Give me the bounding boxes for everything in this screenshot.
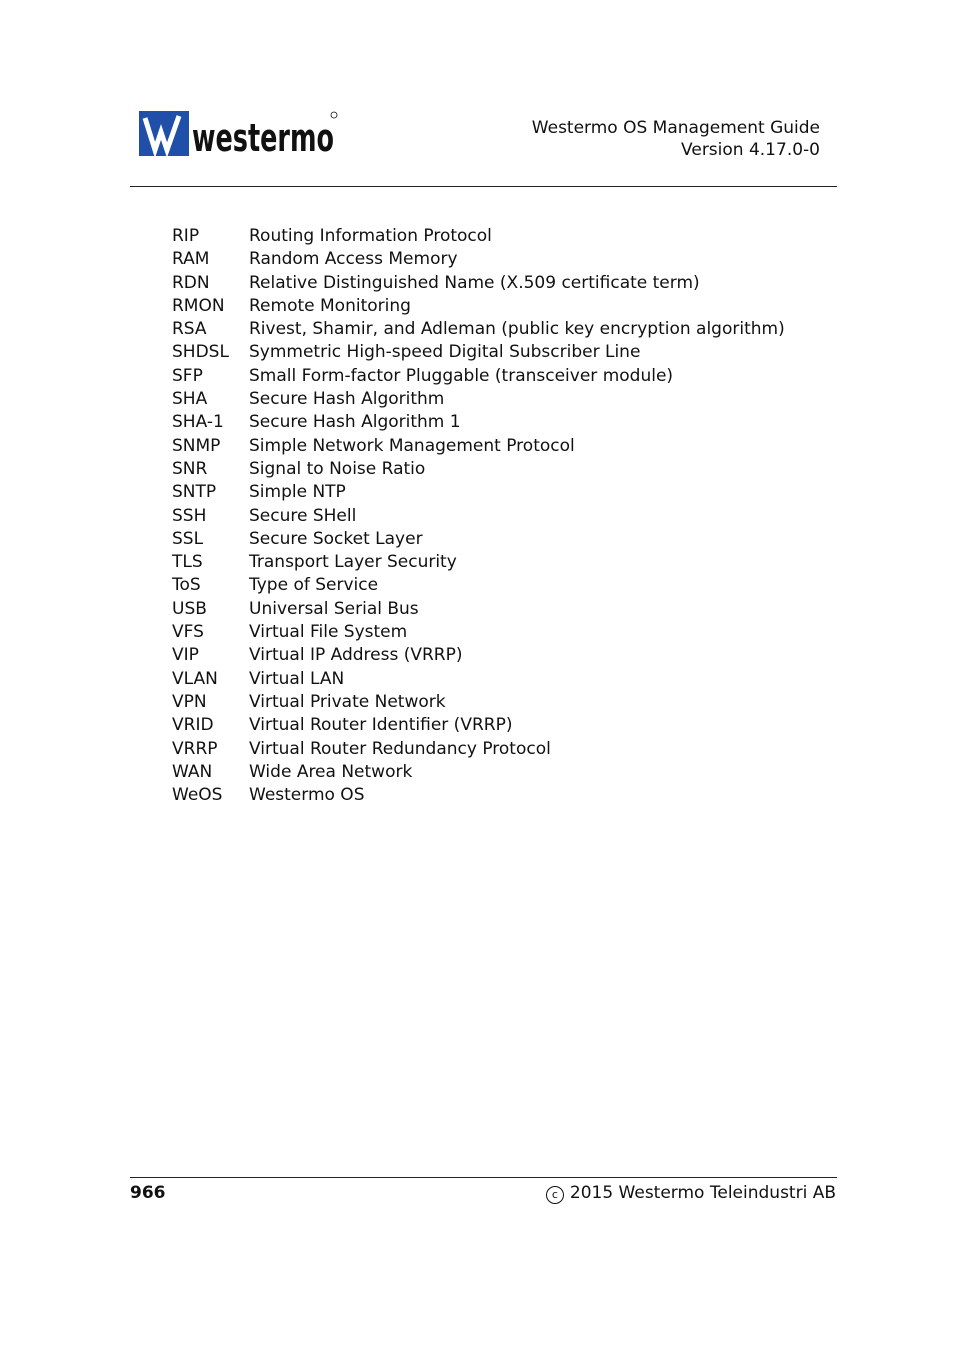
glossary-abbreviation: SNMP [172,435,221,456]
glossary-definition: Simple Network Management Protocol [249,435,575,456]
glossary-row [172,435,832,458]
document-title: Westermo OS Management Guide [531,118,820,138]
glossary-row [172,644,832,667]
glossary-definition: Transport Layer Security [249,552,457,573]
glossary-row [172,481,832,504]
glossary-row [172,574,832,597]
glossary-definition: Virtual Router Identifier (VRRP) [249,715,513,736]
copyright-notice [546,1182,836,1204]
glossary-definition: Rivest, Shamir, and Adleman (public key encryption algorithm) [249,319,785,340]
glossary-definition: Secure Hash Algorithm [249,389,445,410]
glossary-row [172,365,832,388]
glossary-row [172,248,832,271]
logo-wordmark: westermo [192,116,334,160]
glossary-definition: Secure Socket Layer [249,528,423,549]
copyright-text: 2015 Westermo Teleindustri AB [569,1183,836,1203]
glossary-definition: Westermo OS [249,785,365,806]
glossary-definition: Simple NTP [249,482,346,503]
glossary-row [172,272,832,295]
glossary-abbreviation: VLAN [172,668,218,689]
glossary-abbreviation: WeOS [172,785,223,806]
glossary-row [172,225,832,248]
glossary-row [172,784,832,807]
glossary-abbreviation: RSA [172,319,207,340]
glossary-definition: Virtual File System [249,622,408,643]
glossary-definition: Secure SHell [249,505,357,526]
glossary-definition: Small Form-factor Pluggable (transceiver module) [249,365,674,386]
header-divider [130,186,837,187]
glossary-abbreviation: SNR [172,458,208,479]
glossary-row [172,318,832,341]
glossary-definition: Relative Distinguished Name (X.509 certificate term) [249,272,700,293]
glossary-definition: Remote Monitoring [249,295,411,316]
glossary-abbreviation: RAM [172,249,210,270]
glossary-row [172,738,832,761]
glossary-definition: Wide Area Network [249,761,413,782]
glossary-row [172,668,832,691]
glossary-definition: Random Access Memory [249,249,458,270]
glossary-abbreviation: VRRP [172,738,218,759]
glossary-definition: Symmetric High-speed Digital Subscriber Line [249,342,641,363]
glossary-row [172,411,832,434]
glossary-row [172,598,832,621]
glossary-row [172,761,832,784]
glossary-abbreviation: SFP [172,365,203,386]
glossary-row [172,295,832,318]
glossary-abbreviation: USB [172,598,207,619]
glossary-abbreviation: SHA-1 [172,412,224,433]
page-number: 966 [130,1183,166,1203]
glossary-definition: Secure Hash Algorithm 1 [249,412,461,433]
copyright-icon: c [546,1186,564,1204]
glossary-abbreviation: SNTP [172,482,217,503]
glossary-abbreviation: ToS [172,575,201,596]
glossary-row [172,528,832,551]
glossary-abbreviation: VPN [172,691,207,712]
glossary-row [172,714,832,737]
glossary-definition: Routing Information Protocol [249,226,492,246]
glossary-abbreviation: RDN [172,272,210,293]
glossary-abbreviation: TLS [172,552,203,573]
glossary-row [172,341,832,364]
glossary-list [172,225,832,807]
document-version: Version 4.17.0-0 [681,140,820,160]
document-header [532,117,820,161]
glossary-definition: Virtual LAN [249,668,345,689]
glossary-definition: Signal to Noise Ratio [249,458,426,479]
glossary-row [172,388,832,411]
glossary-abbreviation: RIP [172,226,200,246]
glossary-definition: Virtual IP Address (VRRP) [249,645,463,666]
glossary-row [172,551,832,574]
glossary-abbreviation: SHDSL [172,342,229,363]
glossary-row [172,691,832,714]
glossary-abbreviation: VIP [172,645,199,666]
glossary-row [172,621,832,644]
glossary-definition: Universal Serial Bus [249,598,419,619]
glossary-definition: Virtual Router Redundancy Protocol [249,738,551,759]
glossary-abbreviation: WAN [172,761,213,782]
glossary-abbreviation: RMON [172,295,225,316]
glossary-row [172,458,832,481]
glossary-abbreviation: SSH [172,505,207,526]
westermo-logo [139,110,339,158]
footer-divider [130,1177,837,1178]
glossary-abbreviation: SSL [172,528,204,549]
glossary-row [172,505,832,528]
glossary-definition: Virtual Private Network [249,691,446,712]
glossary-definition: Type of Service [249,575,379,596]
glossary-abbreviation: SHA [172,389,208,410]
glossary-abbreviation: VRID [172,715,214,736]
glossary-abbreviation: VFS [172,622,204,643]
